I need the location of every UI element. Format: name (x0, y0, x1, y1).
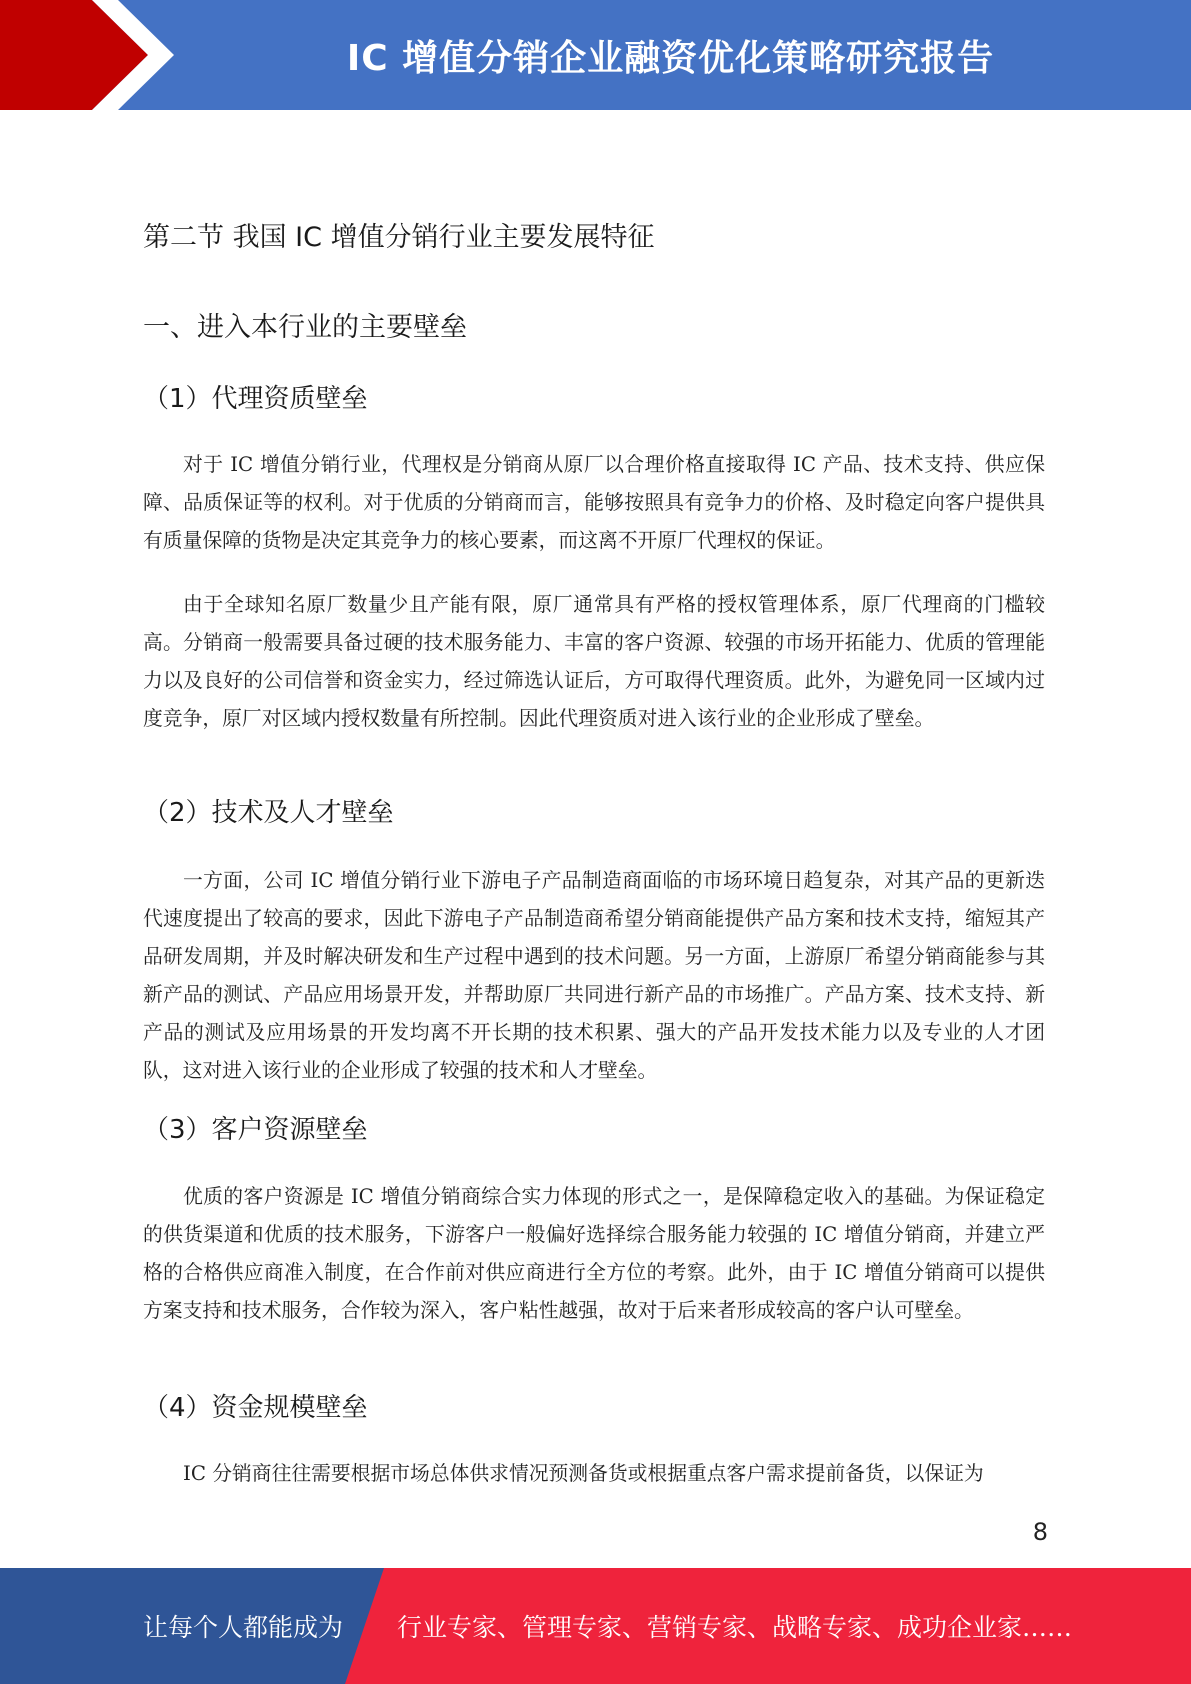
chapter-title: 一、进入本行业的主要壁垒 (143, 312, 467, 343)
subsection-title: （1）代理资质壁垒 (143, 384, 368, 414)
footer-slogan-right: 行业专家、管理专家、营销专家、战略专家、成功企业家…… (397, 1613, 1073, 1642)
paragraph: 对于 IC 增值分销行业，代理权是分销商从原厂以合理价格直接取得 IC 产品、技术支持、供应保障、品质保证等的权利。对于优质的分销商而言，能够按照具有竞争力的价格、及时稳定向客户提供具有质量保障的货物是决定其竞争力的核心要素，而这离不开原厂代理权的保证。 (143, 453, 1045, 552)
paragraph: IC 分销商往往需要根据市场总体供求情况预测备货或根据重点客户需求提前备货，以保证为 (183, 1462, 984, 1485)
subsection-title: （3）客户资源壁垒 (143, 1115, 368, 1145)
section-title: 第二节 我国 IC 增值分销行业主要发展特征 (143, 222, 655, 253)
page-number: 8 (1032, 1518, 1048, 1546)
paragraph: 优质的客户资源是 IC 增值分销商综合实力体现的形式之一，是保障稳定收入的基础。为保证稳定的供货渠道和优质的技术服务，下游客户一般偏好选择综合服务能力较强的 IC 增值分销商，并建立严格的合格供应商准入制度，在合作前对供应商进行全方位的考察。此外，由于 IC 增值分销商可以提供方案支持和技术服务，合作较为深入，客户粘性越强，故对于后来者形成较高的客户认可壁垒。 (143, 1185, 1045, 1322)
footer-slogan-left: 让每个人都能成为 (143, 1613, 344, 1642)
footer-band (0, 1568, 1191, 1684)
paragraph: 由于全球知名原厂数量少且产能有限，原厂通常具有严格的授权管理体系，原厂代理商的门槛较高。分销商一般需要具备过硬的技术服务能力、丰富的客户资源、较强的市场开拓能力、优质的管理能力以及良好的公司信誉和资金实力，经过筛选认证后，方可取得代理资质。此外，为避免同一区域内过度竞争，原厂对区域内授权数量有所控制。因此代理资质对进入该行业的企业形成了壁垒。 (143, 593, 1045, 730)
report-title: IC 增值分销企业融资优化策略研究报告 (346, 37, 995, 79)
subsection-title: （2）技术及人才壁垒 (143, 798, 394, 828)
header-band (0, 0, 1191, 110)
subsection-title: （4）资金规模壁垒 (143, 1393, 368, 1423)
paragraph: 一方面，公司 IC 增值分销行业下游电子产品制造商面临的市场环境日趋复杂，对其产品的更新迭代速度提出了较高的要求，因此下游电子产品制造商希望分销商能提供产品方案和技术支持，缩短其产品研发周期，并及时解决研发和生产过程中遇到的技术问题。另一方面，上游原厂希望分销商能参与其新产品的测试、产品应用场景开发，并帮助原厂共同进行新产品的市场推广。产品方案、技术支持、新产品的测试及应用场景的开发均离不开长期的技术积累、强大的产品开发技术能力以及专业的人才团队，这对进入该行业的企业形成了较强的技术和人才壁垒。 (143, 869, 1045, 1082)
